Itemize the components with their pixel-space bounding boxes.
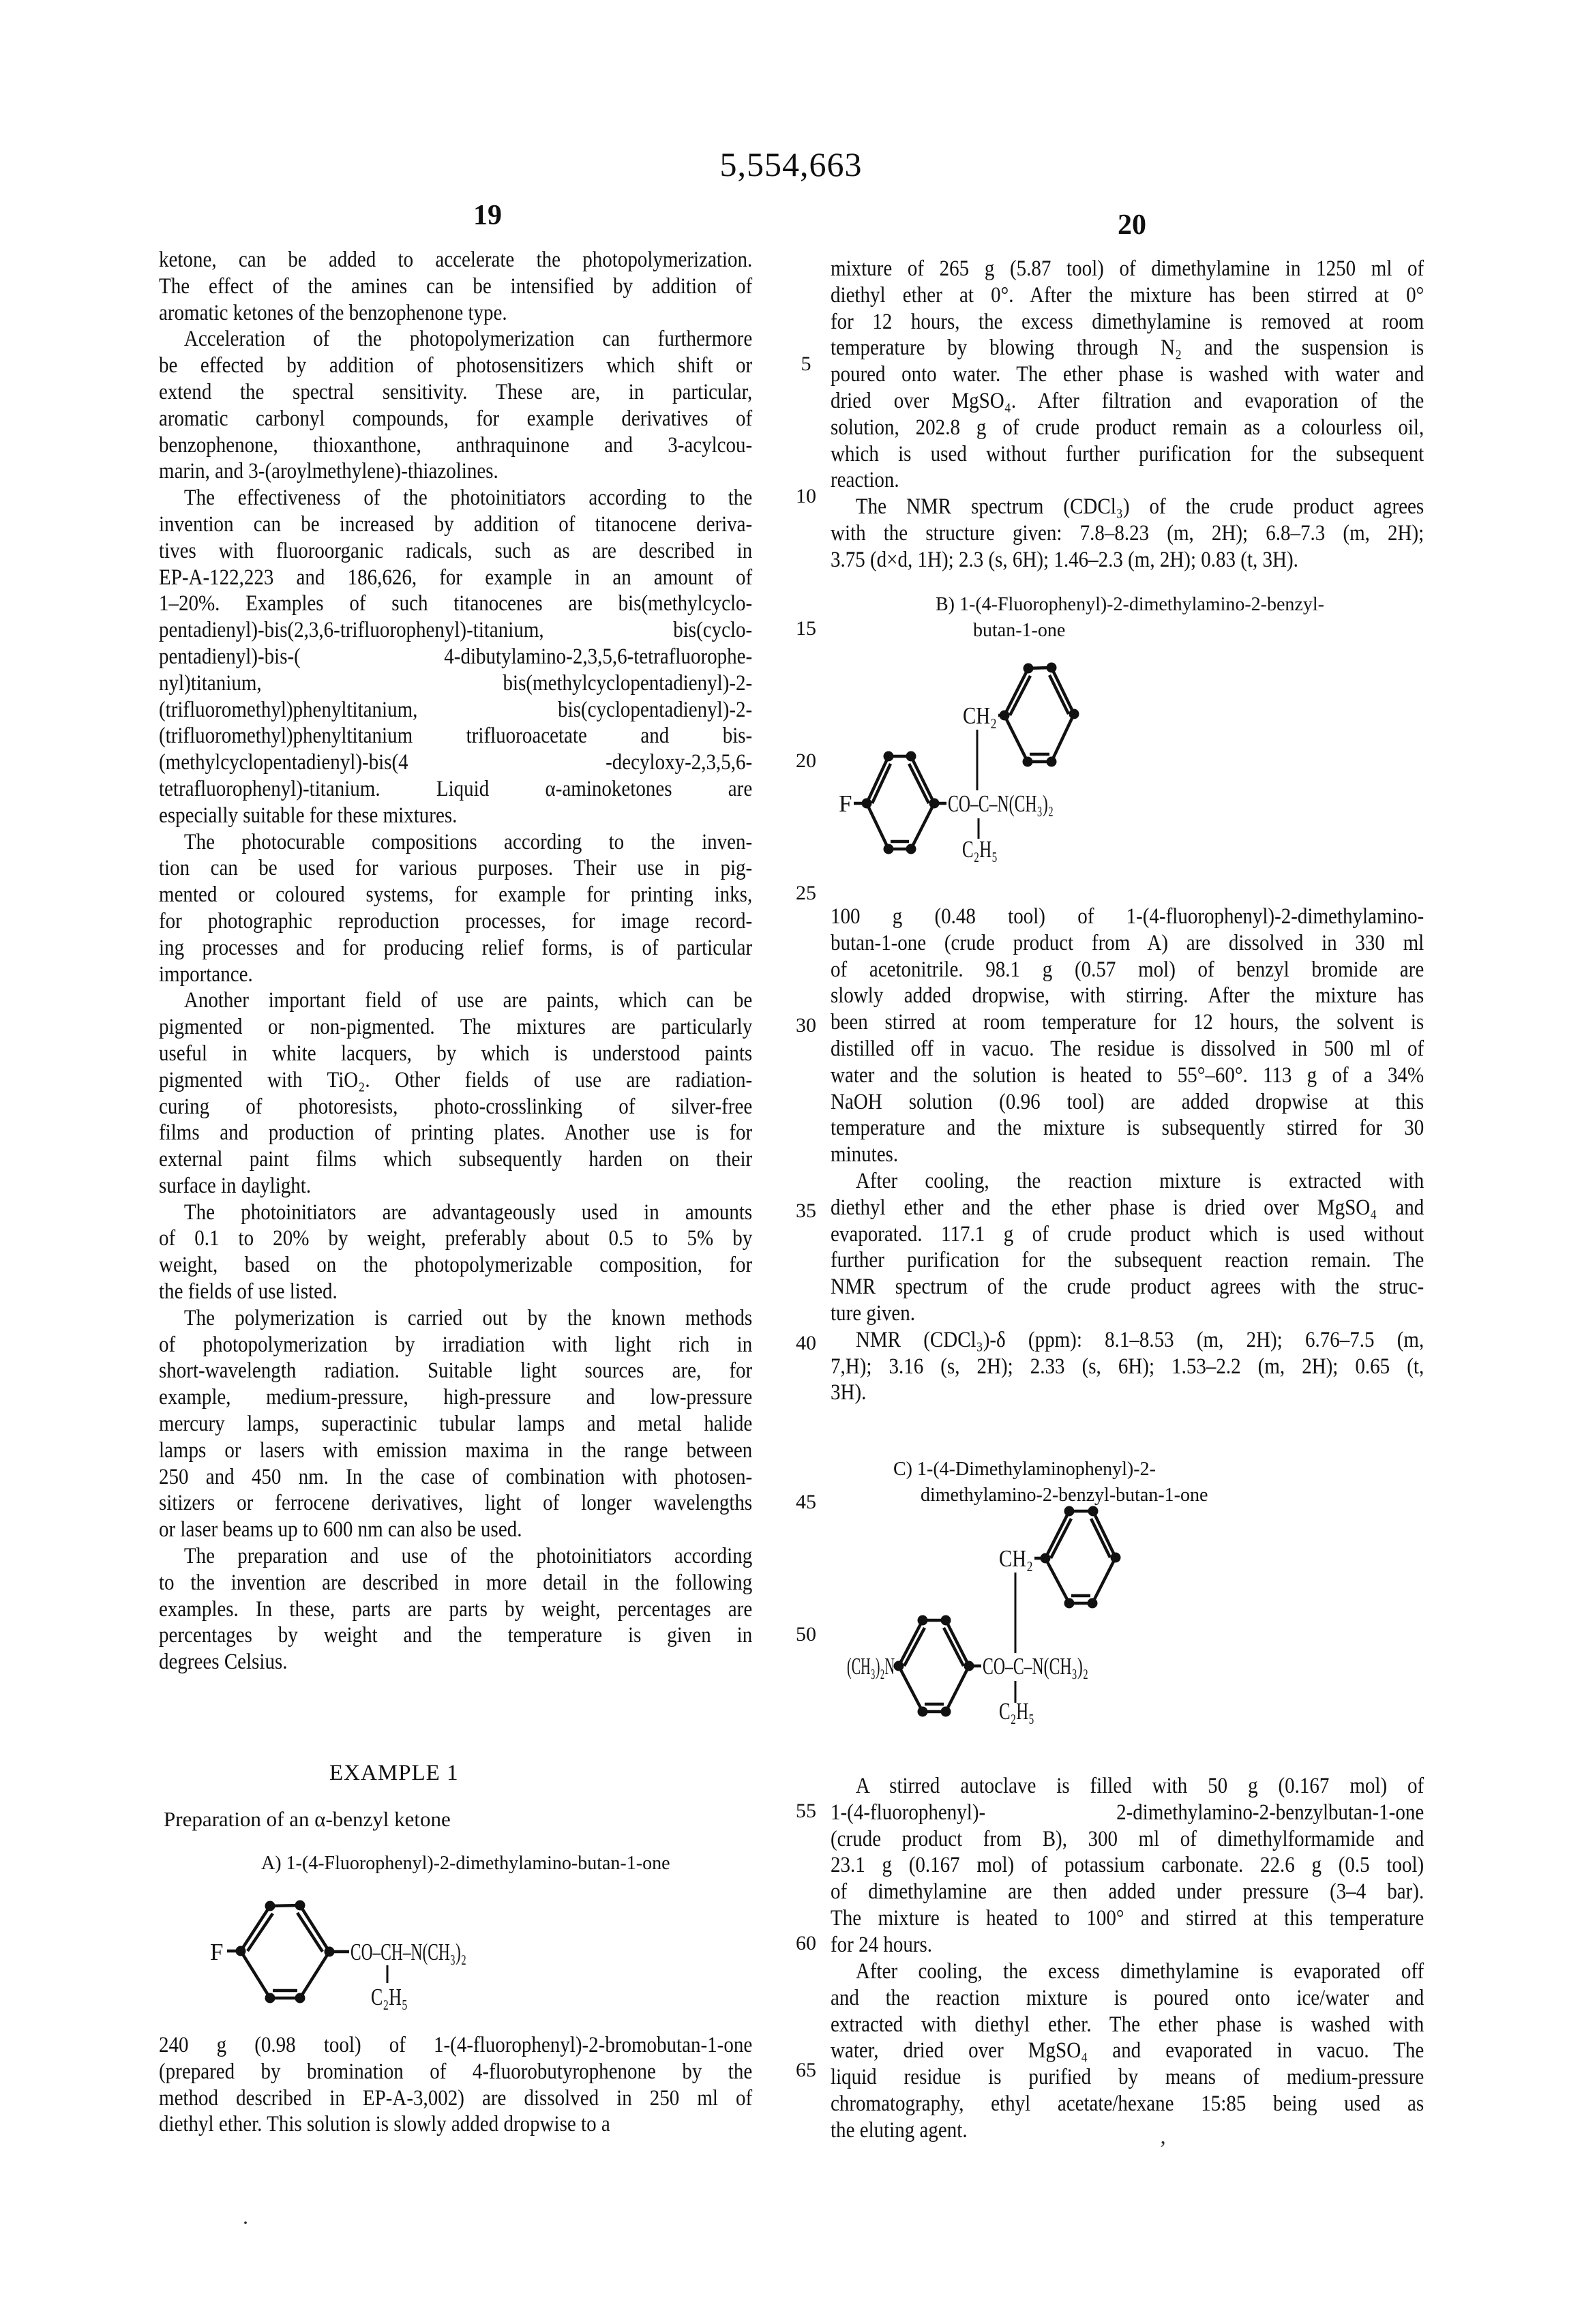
- text-line: After cooling, the excess dimethylamine is evaporated off: [855, 1959, 1424, 1984]
- text-line: marin, and 3-(aroylmethylene)-thiazolines.: [159, 459, 498, 484]
- structure-c-diagram: [846, 1502, 1146, 1731]
- text-line: A stirred autoclave is filled with 50 g (0.167 mol) of: [855, 1774, 1424, 1798]
- structure-c-atoms: [894, 1506, 1121, 1717]
- structure-a-diagram: [205, 1888, 498, 2021]
- text-line: nyl)titanium, bis(methylcyclopentadienyl)-2-: [159, 670, 753, 696]
- text-line: to the invention are described in more detail in the following: [159, 1570, 753, 1595]
- text-line: The NMR spectrum (CDCl₃) of the crude product agrees: [855, 494, 1424, 520]
- example-subheading: Preparation of an α-benzyl ketone: [164, 1807, 451, 1831]
- left-column-closing-text: [159, 2032, 752, 2138]
- text-line: water, dried over MgSO₄ and evaporated in vacuo. The: [831, 2038, 1424, 2064]
- text-line: NMR (CDCl₃)-δ (ppm): 8.1–8.53 (m, 2H); 6.76–7.5 (m,: [855, 1327, 1424, 1352]
- text-line: 1–20%. Examples of such titanocenes are bis(methylcyclo-: [159, 591, 753, 616]
- text-line: lamps or lasers with emission maxima in the range between: [159, 1437, 753, 1463]
- text-line: NMR spectrum of the crude product agrees with the struc-: [831, 1275, 1424, 1300]
- text-line: The preparation and use of the photoinitiators according: [183, 1544, 753, 1569]
- text-line: percentages by weight and the temperature is given in: [159, 1623, 753, 1648]
- line-number: 45: [796, 1491, 816, 1513]
- text-line: diethyl ether. This solution is slowly added dropwise to a: [159, 2112, 610, 2137]
- structure-b-chain-label: CO–C–N(CH₃)₂: [948, 790, 1054, 817]
- section-a-heading: A) 1-(4-Fluorophenyl)-2-dimethylamino-butan-1-one: [261, 1853, 670, 1874]
- page-number-right: 20: [1118, 209, 1146, 241]
- section-b-heading: [936, 592, 1324, 644]
- text-line: (crude product from B), 300 ml of dimethylformamide and: [831, 1826, 1424, 1851]
- text-line: mented or coloured systems, for example for printing inks,: [159, 882, 753, 908]
- text-line: The photocurable compositions according to the inven-: [183, 829, 753, 854]
- structure-a-chain-label: CO–CH–N(CH₃)₂: [350, 1939, 466, 1965]
- text-line: external paint films which subsequently harden on their: [159, 1147, 753, 1172]
- text-line: aromatic carbonyl compounds, for example derivatives of: [159, 406, 753, 431]
- structure-c-amine-label: (CH₃)₂N: [847, 1653, 895, 1680]
- right-column-text-mid: [831, 904, 1424, 1406]
- text-line: 100 g (0.48 tool) of 1-(4-fluorophenyl)-2-dimethylamino-: [831, 904, 1424, 929]
- structure-b-fluorine-label: F: [839, 790, 852, 817]
- text-line: The mixture is heated to 100° and stirred at this temperature: [831, 1905, 1424, 1931]
- section-c-heading: [893, 1457, 1208, 1508]
- left-column-text: [159, 247, 752, 1675]
- text-line: of acetonitrile. 98.1 g (0.57 mol) of benzyl bromide are: [831, 957, 1424, 982]
- text-line: evaporated. 117.1 g of crude product which is used without: [831, 1221, 1424, 1247]
- text-line: of 0.1 to 20% by weight, preferably about 0.5 to 5% by: [159, 1226, 753, 1251]
- structure-b-atoms: [862, 663, 1079, 854]
- text-line: Acceleration of the photopolymerization can furthermore: [183, 327, 753, 352]
- text-line: importance.: [159, 962, 253, 987]
- text-line: EP-A-122,223 and 186,626, for example in an amount of: [159, 565, 753, 590]
- structure-c-ethyl-label: C₂H₅: [999, 1698, 1034, 1725]
- line-number: 55: [796, 1800, 816, 1822]
- text-line: extend the spectral sensitivity. These are, in particular,: [159, 379, 753, 404]
- text-line: mercury lamps, superactinic tubular lamps and metal halide: [159, 1412, 753, 1437]
- text-line: 7,H); 3.16 (s, 2H); 2.33 (s, 6H); 1.53–2.2 (m, 2H); 0.65 (t,: [831, 1354, 1424, 1379]
- text-line: further purification for the subsequent reaction remain. The: [831, 1248, 1424, 1273]
- line-number: 15: [796, 617, 816, 640]
- example-heading: EXAMPLE 1: [329, 1761, 459, 1785]
- line-number: 5: [801, 353, 811, 375]
- text-line: The effect of the amines can be intensified by addition of: [159, 273, 753, 299]
- text-line: temperature and the mixture is subsequently stirred for 30: [831, 1116, 1424, 1141]
- text-line: pentadienyl)-bis-( 4-dibutylamino-2,3,5,6-tetrafluorophe-: [159, 644, 753, 669]
- text-line: and the reaction mixture is poured onto ice/water and: [831, 1985, 1424, 2010]
- structure-a-atoms: [236, 1901, 335, 2003]
- text-line: chromatography, ethyl acetate/hexane 15:85 being used as: [831, 2091, 1424, 2116]
- line-number: 65: [796, 2059, 816, 2081]
- text-line: (trifluoromethyl)phenyltitanium, bis(cyclopentadienyl)-2-: [159, 697, 753, 722]
- text-line: mixture of 265 g (5.87 tool) of dimethylamine in 1250 ml of: [831, 256, 1424, 281]
- scan-artifact: .: [243, 2204, 248, 2229]
- section-b-heading-line2: butan-1-one: [973, 620, 1066, 641]
- text-line: useful in white lacquers, by which is understood paints: [159, 1041, 753, 1066]
- structure-a-ethyl-label: C₂H₅: [371, 1984, 408, 2010]
- text-line: (trifluoromethyl)phenyltitanium trifluoroacetate and bis-: [159, 724, 753, 749]
- line-number: 30: [796, 1014, 816, 1037]
- text-line: 3H).: [831, 1380, 867, 1405]
- line-number: 35: [796, 1200, 816, 1222]
- structure-c-chain-label: CO–C–N(CH₃)₂: [983, 1653, 1088, 1680]
- structure-c-bonds: [895, 1511, 1116, 1712]
- line-number: 60: [796, 1932, 816, 1954]
- text-line: reaction.: [831, 468, 899, 493]
- text-line: ing processes and for producing relief forms, is of particular: [159, 935, 753, 960]
- text-line: diethyl ether and the ether phase is dried over MgSO₄ and: [831, 1195, 1424, 1220]
- text-line: water and the solution is heated to 55°–60°. 113 g of a 34%: [831, 1062, 1424, 1088]
- text-line: especially suitable for these mixtures.: [159, 803, 458, 828]
- structure-b-benzyl-label: CH₂: [963, 702, 997, 729]
- text-line: pigmented with TiO₂. Other fields of use are radiation-: [159, 1067, 753, 1092]
- text-line: The effectiveness of the photoinitiators according to the: [183, 486, 753, 511]
- text-line: tetrafluorophenyl)-titanium. Liquid α-aminoketones are: [159, 776, 753, 801]
- text-line: Another important field of use are paints, which can be: [183, 988, 753, 1013]
- text-line: been stirred at room temperature for 12 hours, the solvent is: [831, 1010, 1424, 1035]
- section-c-heading-line2: dimethylamino-2-benzyl-butan-1-one: [921, 1485, 1208, 1506]
- text-line: solution, 202.8 g of crude product remain as a colourless oil,: [831, 415, 1424, 440]
- text-line: The polymerization is carried out by the known methods: [183, 1305, 753, 1330]
- text-line: for 24 hours.: [831, 1932, 933, 1957]
- text-line: be effected by addition of photosensitizers which shift or: [159, 353, 753, 378]
- text-line: curing of photoresists, photo-crosslinking of silver-free: [159, 1094, 753, 1119]
- patent-number: 5,554,663: [719, 145, 863, 183]
- text-line: films and production of printing plates. Another use is for: [159, 1120, 753, 1146]
- right-column-text-bottom1: [831, 1773, 1424, 1958]
- text-line: poured onto water. The ether phase is washed with water and: [831, 362, 1424, 387]
- text-line: extracted with diethyl ether. The ether phase is washed with: [831, 2012, 1424, 2037]
- text-line: diethyl ether at 0°. After the mixture has been stirred at 0°: [831, 282, 1424, 308]
- line-number: 25: [796, 882, 816, 904]
- text-line: After cooling, the reaction mixture is extracted with: [855, 1168, 1424, 1193]
- text-line: NaOH solution (0.96 tool) are added dropwise at this: [831, 1089, 1424, 1114]
- text-line: the eluting agent.: [831, 2117, 968, 2143]
- right-column-text-top: [831, 256, 1424, 573]
- text-line: liquid residue is purified by means of medium-pressure: [831, 2065, 1424, 2090]
- text-line: for photographic reproduction processes, for image record-: [159, 908, 753, 934]
- right-column-text-bottom2: [831, 1958, 1424, 2144]
- line-number: 50: [796, 1623, 816, 1645]
- text-line: The photoinitiators are advantageously used in amounts: [183, 1200, 753, 1225]
- text-line: or laser beams up to 600 nm can also be used.: [159, 1517, 522, 1543]
- text-line: benzophenone, thioxanthone, anthraquinone and 3-acylcou-: [159, 432, 753, 458]
- text-line: butan-1-one (crude product from A) are dissolved in 330 ml: [831, 930, 1424, 955]
- text-line: degrees Celsius.: [159, 1650, 288, 1675]
- text-line: minutes.: [831, 1142, 899, 1167]
- text-line: 240 g (0.98 tool) of 1-(4-fluorophenyl)-2-bromobutan-1-one: [159, 2033, 753, 2057]
- structure-c-benzyl-label: CH₂: [999, 1545, 1033, 1572]
- structure-b-diagram: [811, 649, 1111, 871]
- line-number: 10: [796, 485, 816, 507]
- text-line: weight, based on the photopolymerizable composition, for: [159, 1253, 753, 1278]
- text-line: (prepared by bromination of 4-fluorobutyrophenone by the: [159, 2059, 753, 2084]
- text-line: distilled off in vacuo. The residue is dissolved in 500 ml of: [831, 1036, 1424, 1061]
- text-line: the fields of use listed.: [159, 1279, 338, 1305]
- section-c-heading-line1: C) 1-(4-Dimethylaminophenyl)-2-: [893, 1459, 1156, 1480]
- text-line: slowly added dropwise, with stirring. After the mixture has: [831, 983, 1424, 1009]
- text-line: which is used without further purification for the subsequent: [831, 441, 1424, 466]
- text-line: pentadienyl)-bis(2,3,6-trifluorophenyl)-titanium, bis(cyclo-: [159, 618, 753, 643]
- text-line: 23.1 g (0.167 mol) of potassium carbonate. 22.6 g (0.5 tool): [831, 1853, 1424, 1878]
- section-b-heading-line1: B) 1-(4-Fluorophenyl)-2-dimethylamino-2-benzyl-: [936, 594, 1324, 615]
- text-line: (methylcyclopentadienyl)-bis(4 -decyloxy-2,3,5,6-: [159, 750, 753, 775]
- text-line: 1-(4-fluorophenyl)- 2-dimethylamino-2-benzylbutan-1-one: [831, 1800, 1424, 1825]
- text-line: 250 and 450 nm. In the case of combination with photosen-: [159, 1464, 753, 1489]
- text-line: sitizers or ferrocene derivatives, light of longer wavelengths: [159, 1491, 753, 1516]
- text-line: example, medium-pressure, high-pressure and low-pressure: [159, 1385, 753, 1410]
- structure-a-fluorine-label: F: [210, 1939, 224, 1965]
- text-line: with the structure given: 7.8–8.23 (m, 2H); 6.8–7.3 (m, 2H);: [831, 520, 1424, 546]
- text-line: of dimethylamine are then added under pressure (3–4 bar).: [831, 1879, 1424, 1905]
- text-line: short-wavelength radiation. Suitable light sources are, for: [159, 1358, 753, 1384]
- text-line: aromatic ketones of the benzophenone type.: [159, 300, 507, 325]
- text-line: surface in daylight.: [159, 1173, 312, 1198]
- page-number-left: 19: [473, 200, 502, 231]
- text-line: 3.75 (d×d, 1H); 2.3 (s, 6H); 1.46–2.3 (m, 2H); 0.83 (t, 3H).: [831, 547, 1298, 572]
- line-number: 40: [796, 1332, 816, 1354]
- text-line: pigmented or non-pigmented. The mixtures are particularly: [159, 1015, 753, 1040]
- text-line: invention can be increased by addition of titanocene deriva-: [159, 511, 753, 537]
- text-line: ketone, can be added to accelerate the photopolymerization.: [159, 248, 753, 272]
- line-number: 20: [796, 749, 816, 772]
- text-line: tion can be used for various purposes. Their use in pig-: [159, 856, 753, 881]
- text-line: temperature by blowing through N₂ and the suspension is: [831, 336, 1424, 361]
- text-line: tives with fluoroorganic radicals, such as are described in: [159, 538, 753, 563]
- scan-artifact: ’: [1159, 2136, 1167, 2160]
- text-line: ture given.: [831, 1300, 916, 1326]
- text-line: dried over MgSO₄. After filtration and evaporation of the: [831, 388, 1424, 413]
- text-line: method described in EP-A-3,002) are dissolved in 250 ml of: [159, 2085, 753, 2111]
- structure-b-ethyl-label: C₂H₅: [962, 836, 998, 863]
- text-line: examples. In these, parts are parts by weight, percentages are: [159, 1596, 753, 1622]
- text-line: of photopolymerization by irradiation with light rich in: [159, 1332, 753, 1357]
- text-line: for 12 hours, the excess dimethylamine is removed at room: [831, 309, 1424, 334]
